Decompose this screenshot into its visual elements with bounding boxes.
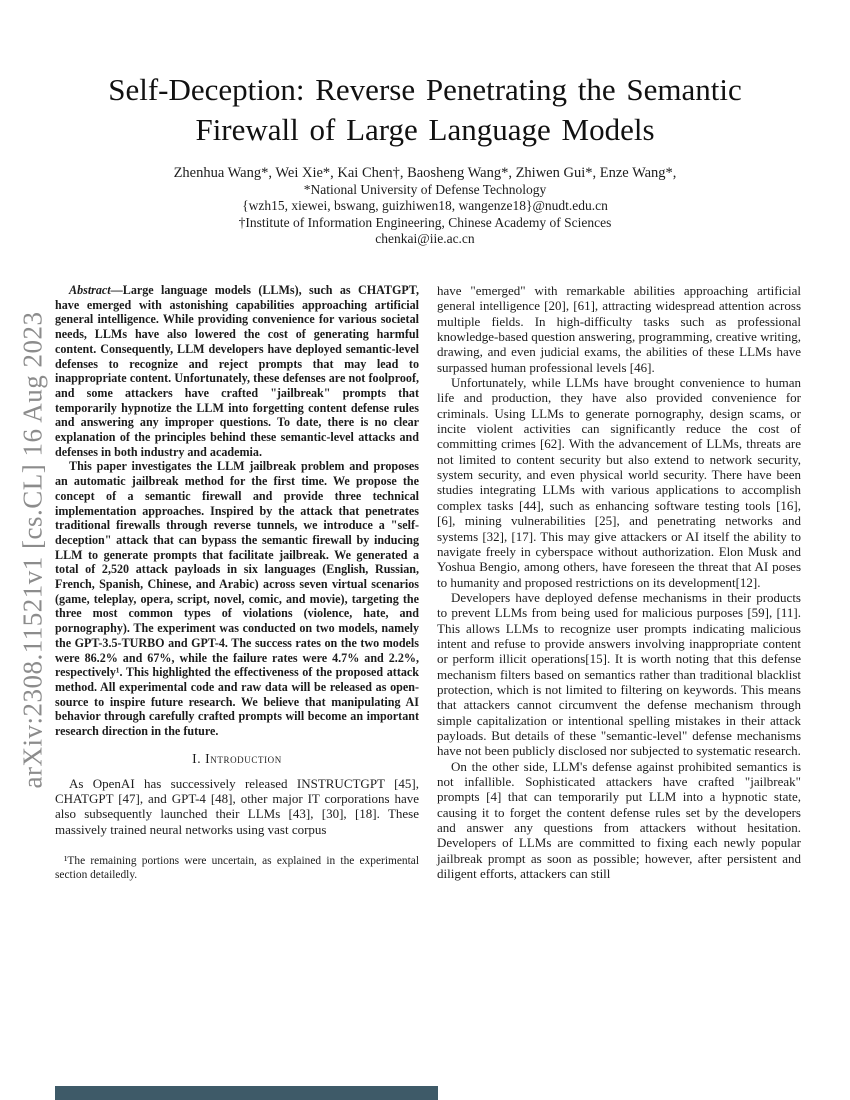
- body-paragraph-3: Developers have deployed defense mechanisms in their products to prevent LLMs from being used for malicious purposes [59], [11]. This allows LLMs to recognize user prompts indicating malicious intent and refuse to provide answers involving inappropriate content or perform illicit operations[15]. It is worth noting that this defense mechanism filters based on semantics rather than traditional blacklist protection, which is not limited to filtering on keywords. This means that attackers cannot circumvent the defense mechanism through simple capitalization or intentional spelling mistakes in their attack payloads. But details of these "semantic-level" defense mechanisms have not been publicly disclosed nor subjected to systematic research.: [437, 589, 801, 759]
- abstract-paragraph-1-text: —Large language models (LLMs), such as CHATGPT, have emerged with astonishing capabilities approaching artificial general intelligence. While providing convenience for various societal needs, LLMs have also lowered the cost of generating harmful content. Consequently, LLM developers have deployed semantic-level defenses to recognize and reject prompts that may lead to inappropriate content. Unfortunately, these defenses are not foolproof, and some attackers have crafted "jailbreak" prompts that temporarily hypnotize the LLM into forgetting content defense rules and answering any improper questions. To date, there is no clear explanation of the principles behind these semantic-level attacks and defenses in both industry and academia.: [55, 283, 419, 459]
- author-emails-1: {wzh15, xiewei, bswang, guizhiwen18, wangenze18}@nudt.edu.cn: [242, 198, 608, 213]
- footnote-1: ¹The remaining portions were uncertain, as explained in the experimental section detailedly.: [55, 855, 419, 881]
- paper-title-line1: Self-Deception: Reverse Penetrating the Semantic: [108, 72, 742, 107]
- left-column: [55, 283, 419, 882]
- arxiv-watermark: arXiv:2308.11521v1 [cs.CL] 16 Aug 2023: [17, 311, 48, 789]
- affiliation-1: *National University of Defense Technology: [303, 181, 547, 197]
- right-column: [437, 283, 801, 881]
- author-names: Zhenhua Wang*, Wei Xie*, Kai Chen†, Baosheng Wang*, Zhiwen Gui*, Enze Wang*,: [173, 165, 677, 181]
- paper-title-line2: Firewall of Large Language Models: [195, 112, 655, 147]
- intro-paragraph-1: As OpenAI has successively released INSTRUCTGPT [45], CHATGPT [47], and GPT-4 [48], other major IT corporations have also subsequently launched their LLMs [43], [30], [18]. These massively trained neural networks using vast corpus: [55, 775, 419, 837]
- preview-progress-bar: [55, 1086, 438, 1100]
- affiliation-2: †Institute of Information Engineering, Chinese Academy of Sciences: [238, 214, 612, 230]
- section-heading-introduction: I. Introduction: [192, 750, 282, 766]
- author-block: [0, 165, 850, 248]
- abstract-paragraph-1: [55, 283, 419, 459]
- body-paragraph-2: Unfortunately, while LLMs have brought convenience to human life and production, they have also provided convenience for criminals. Using LLMs to generate pornography, design scams, or incite violent activities can significantly reduce the cost of committing crimes [62]. With the advancement of LLMs, threats are not limited to content security but also extend to network security, system security, and even physical world security. There have been studies integrating LLMs with various applications to accomplish complex tasks [44], such as enhancing software testing tools [16], [6], mining vulnerabilities [25], and penetrating networks and systems [32], [17]. This may give attackers or AI itself the ability to navigate freely in cyberspace without authorization. Elon Musk and Yoshua Bengio, among others, have foreseen the threat that AI poses to humanity and proposed restrictions on its development[12].: [437, 375, 801, 590]
- paper-title: [0, 70, 850, 150]
- body-paragraph-continuation: have "emerged" with remarkable abilities approaching artificial general intelligence [20], [61], attracting widespread attention across multiple fields. In high-difficulty tasks such as professional knowledge-based question answering, programming, creative writing, drawing, and even judicial exams, the abilities of these LLMs have surpassed human professional levels [46].: [437, 283, 801, 375]
- author-email-2: chenkai@iie.ac.cn: [375, 231, 475, 246]
- abstract-label: Abstract: [69, 283, 111, 297]
- body-paragraph-4: On the other side, LLM's defense against prohibited semantics is not infallible. Sophisticated attackers have crafted "jailbreak" prompts [4] that can temporarily put LLM into a hypnotic state, causing it to forget the content defense rules set by the developers and answer any questions from attackers without hesitation. Developers of LLMs are committed to fixing each newly popular jailbreak prompt as soon as possible; however, after persistent and diligent efforts, attackers can still: [437, 758, 801, 882]
- abstract-paragraph-2: This paper investigates the LLM jailbreak problem and proposes an automatic jailbreak method for the first time. We propose the concept of a semantic firewall and provide three technical implementation approaches. Inspired by the attack that penetrates traditional firewalls through reverse tunnels, we introduce a "self-deception" attack that can bypass the semantic firewall by inducing LLM to generate prompts that facilitate jailbreak. We generated a total of 2,520 attack payloads in six languages (English, Russian, French, Spanish, Chinese, and Arabic) across seven virtual scenarios (game, teleplay, opera, script, novel, comic, and movie), targeting the three most common types of violations (violence, hate, and pornography). The experiment was conducted on two models, namely the GPT-3.5-TURBO and GPT-4. The success rates on the two models were 86.2% and 67%, while the failure rates were 4.7% and 2.2%, respectively¹. This highlighted the effectiveness of the proposed attack method. All experimental code and raw data will be released as open-source to inspire future research. We believe that manipulating AI behavior through carefully crafted prompts will become an important research direction in the future.: [55, 459, 419, 739]
